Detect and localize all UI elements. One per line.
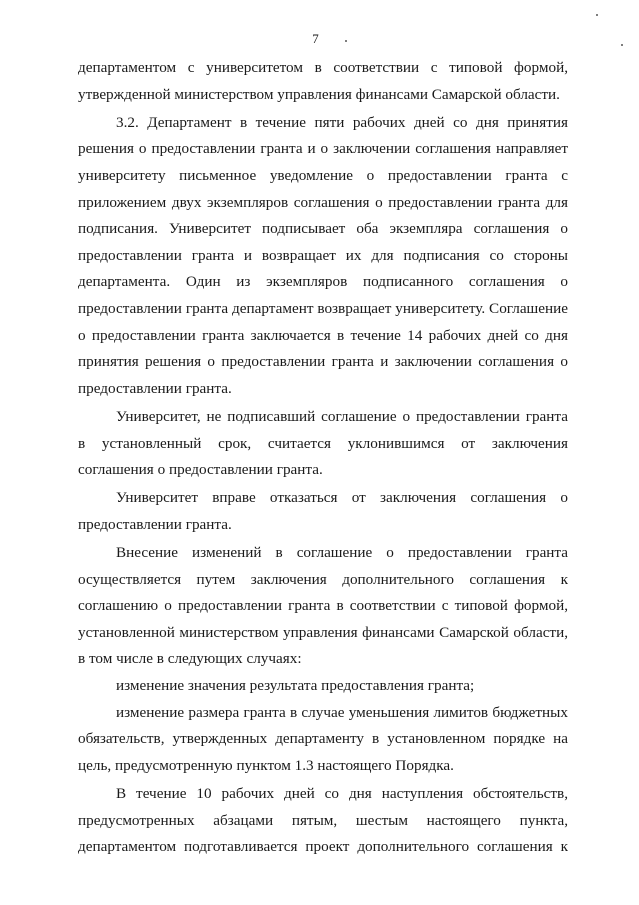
text-line: предоставлении гранта и возвращает их для подписания со стороны: [78, 246, 568, 264]
text-line: Внесение изменений в соглашение о предоставлении гранта: [116, 544, 568, 562]
text-line: принятия решения о предоставлении гранта и заключении соглашения о: [78, 353, 568, 371]
text-line: изменение значения результата предоставления гранта;: [116, 677, 475, 695]
text-line: предоставлении гранта департамент возвращает университету. Соглашение: [78, 299, 568, 317]
text-line: Университет вправе отказаться от заключения соглашения о: [116, 489, 568, 507]
text-line: департаментом с университетом в соответствии с типовой формой,: [78, 59, 568, 76]
text-line: предоставлении гранта.: [78, 379, 232, 397]
text-line: предоставлении гранта.: [78, 515, 232, 533]
scan-speck: [345, 40, 347, 42]
text-line: решения о предоставлении гранта и о заключении соглашения направляет: [78, 140, 568, 158]
scan-speck: [596, 14, 598, 16]
text-line: обязательств, утвержденных департаменту в установленном порядке на: [78, 730, 568, 748]
text-line: В течение 10 рабочих дней со дня наступления обстоятельств,: [116, 785, 568, 802]
text-line: подписания. Университет подписывает оба экземпляра соглашения о: [78, 220, 568, 238]
text-line: цель, предусмотренную пунктом 1.3 настоящего Порядка.: [78, 756, 454, 774]
text-line: соглашению о предоставлении гранта в соответствии с типовой формой,: [78, 597, 568, 615]
text-line: установленной министерством управления финансами Самарской области,: [78, 623, 568, 641]
text-line: в том числе в следующих случаях:: [78, 650, 302, 668]
text-line: университету письменное уведомление о предоставлении гранта с: [78, 166, 568, 184]
text-line: в установленный срок, считается уклонившимся от заключения: [78, 434, 568, 452]
text-line: соглашения о предоставлении гранта.: [78, 461, 323, 479]
text-line: утвержденной министерством управления финансами Самарской области.: [78, 85, 560, 103]
text-line: департаментом подготавливается проект дополнительного соглашения к: [78, 838, 568, 856]
document-body: [78, 55, 568, 861]
text-line: о предоставлении гранта заключается в течение 14 рабочих дней со дня: [78, 326, 568, 344]
scan-speck: [621, 44, 623, 46]
text-line: предусмотренных абзацами пятым, шестым настоящего пункта,: [78, 811, 568, 829]
page-number: 7: [312, 31, 319, 46]
text-line: 3.2. Департамент в течение пяти рабочих дней со дня принятия: [116, 113, 568, 131]
text-line: приложением двух экземпляров соглашения о предоставлении гранта для: [78, 193, 568, 211]
text-line: осуществляется путем заключения дополнительного соглашения к: [78, 570, 568, 588]
text-line: департамента. Один из экземпляров подписанного соглашения о: [78, 273, 568, 291]
text-line: Университет, не подписавший соглашение о предоставлении гранта: [116, 407, 568, 425]
text-line: изменение размера гранта в случае уменьшения лимитов бюджетных: [116, 703, 568, 721]
